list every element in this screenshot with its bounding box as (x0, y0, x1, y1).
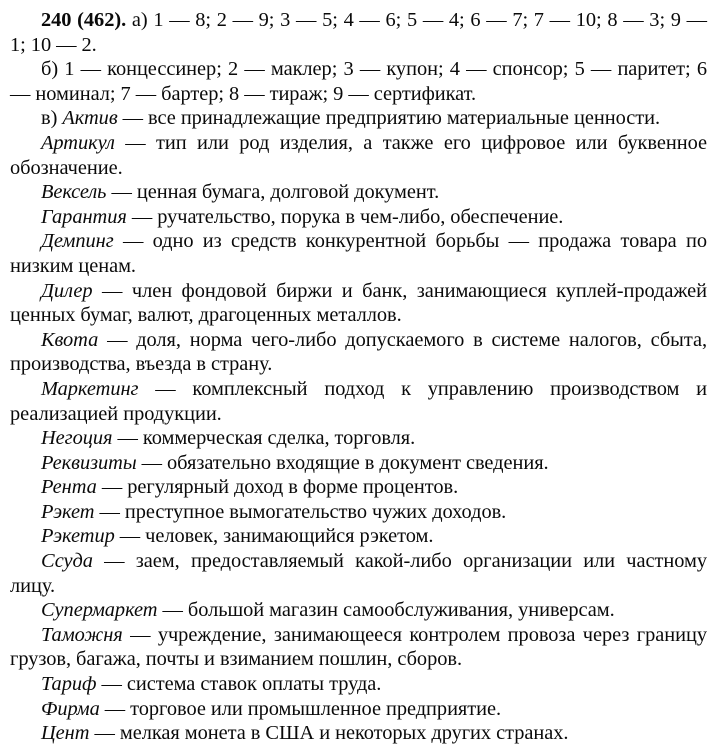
exercise-number: 240 (462). (41, 9, 127, 31)
paragraph-entry-diler (10, 279, 707, 328)
answer-a-text: а) 1 — 8; 2 — 9; 3 — 5; 4 — 6; 5 — 4; 6 — 7; 7 — 10; 8 — 3; 9 — 1; 10 — 2. (10, 9, 707, 56)
paragraph-entry-tamozhnya (10, 623, 707, 672)
glossary-def-negotsiya: — коммерческая сделка, торговля. (112, 427, 416, 450)
paragraph-entry-supermarket (10, 598, 707, 623)
glossary-def-renta: — регулярный доход в форме процентов. (96, 476, 459, 499)
glossary-term-firma: Фирма (41, 697, 100, 720)
glossary-term-kvota: Квота (41, 328, 99, 351)
answer-v-prefix: в) (41, 107, 63, 130)
glossary-def-diler: — член фондовой биржи и банк, занимающиеся куплей-продажей ценных бумаг, валют, драгоценных металлов. (10, 279, 707, 327)
paragraph-entry-reketir (10, 524, 707, 549)
paragraph-entry-rekvizity (10, 451, 707, 476)
paragraph-entry-aktiv (10, 106, 707, 131)
glossary-term-renta: Рента (41, 476, 97, 499)
glossary-term-garantiya: Гарантия (41, 205, 127, 228)
paragraph-entry-demping (10, 229, 707, 278)
paragraph-entry-negotsiya (10, 426, 707, 451)
glossary-def-tarif: — система ставок оплаты труда. (96, 673, 382, 696)
paragraph-entry-tarif (10, 672, 707, 697)
glossary-def-ssuda: — заем, предоставляемый какой-либо организации или частному лицу. (10, 550, 707, 597)
glossary-term-aktiv: Актив (62, 107, 118, 130)
paragraph-answer-a (10, 8, 707, 57)
paragraph-entry-tsent (10, 721, 707, 746)
glossary-term-negotsiya: Негоция (41, 427, 113, 450)
glossary-def-artikul: — тип или род изделия, а также его цифровое или буквенное обозначение. (10, 131, 707, 179)
glossary-def-tamozhnya: — учреждение, занимающееся контролем провоза через границу грузов, багажа, почты и взиманием пошлин, сборов. (10, 623, 707, 671)
glossary-def-tsent: — мелкая монета в США и некоторых других странах. (89, 722, 569, 745)
document-body (10, 8, 707, 746)
glossary-term-tamozhnya: Таможня (41, 623, 123, 646)
glossary-def-marketing: — комплексный подход к управлению производством и реализацией продукции. (10, 377, 707, 425)
glossary-def-supermarket: — большой магазин самообслуживания, универсам. (157, 599, 615, 622)
glossary-term-supermarket: Супермаркет (41, 599, 158, 622)
paragraph-entry-renta (10, 475, 707, 500)
paragraph-entry-reket (10, 500, 707, 525)
glossary-term-tarif: Тариф (41, 673, 97, 696)
paragraph-entry-firma (10, 697, 707, 722)
glossary-term-rekvizity: Реквизиты (41, 451, 137, 474)
glossary-term-demping: Демпинг (41, 230, 114, 253)
glossary-term-tsent: Цент (41, 722, 90, 745)
glossary-def-reketir: — человек, занимающийся рэкетом. (114, 525, 434, 548)
glossary-def-firma: — торговое или промышленное предприятие. (99, 697, 502, 720)
glossary-term-reketir: Рэкетир (41, 525, 115, 548)
paragraph-entry-garantiya (10, 205, 707, 230)
glossary-def-rekvizity: — обязательно входящие в документ сведения. (136, 451, 549, 474)
glossary-term-marketing: Маркетинг (41, 377, 139, 400)
paragraph-entry-veksel (10, 180, 707, 205)
glossary-def-demping: — одно из средств конкурентной борьбы — продажа товара по низким ценам. (10, 230, 707, 277)
glossary-def-reket: — преступное вымогательство чужих доходов. (94, 500, 507, 523)
glossary-def-veksel: — ценная бумага, долговой документ. (106, 181, 440, 204)
paragraph-entry-artikul (10, 131, 707, 180)
paragraph-entry-marketing (10, 377, 707, 426)
glossary-term-veksel: Вексель (41, 181, 107, 204)
glossary-term-diler: Дилер (41, 279, 93, 302)
glossary-term-ssuda: Ссуда (41, 550, 93, 573)
glossary-def-garantiya: — ручательство, порука в чем-либо, обеспечение. (126, 205, 564, 228)
glossary-term-reket: Рэкет (41, 500, 95, 523)
glossary-def-kvota: — доля, норма чего-либо допускаемого в системе налогов, сбыта, производства, въезда в страну. (10, 328, 707, 376)
glossary-term-artikul: Артикул (41, 131, 115, 154)
glossary-def-aktiv: — все принадлежащие предприятию материальные ценности. (117, 107, 660, 130)
paragraph-answer-b (10, 57, 707, 106)
paragraph-entry-kvota (10, 328, 707, 377)
answer-b-text: б) 1 — концессинер; 2 — маклер; 3 — купон; 4 — спонсор; 5 — паритет; 6 — номинал; 7 — бартер; 8 — тираж; 9 — сертификат. (10, 58, 707, 105)
paragraph-entry-ssuda (10, 549, 707, 598)
